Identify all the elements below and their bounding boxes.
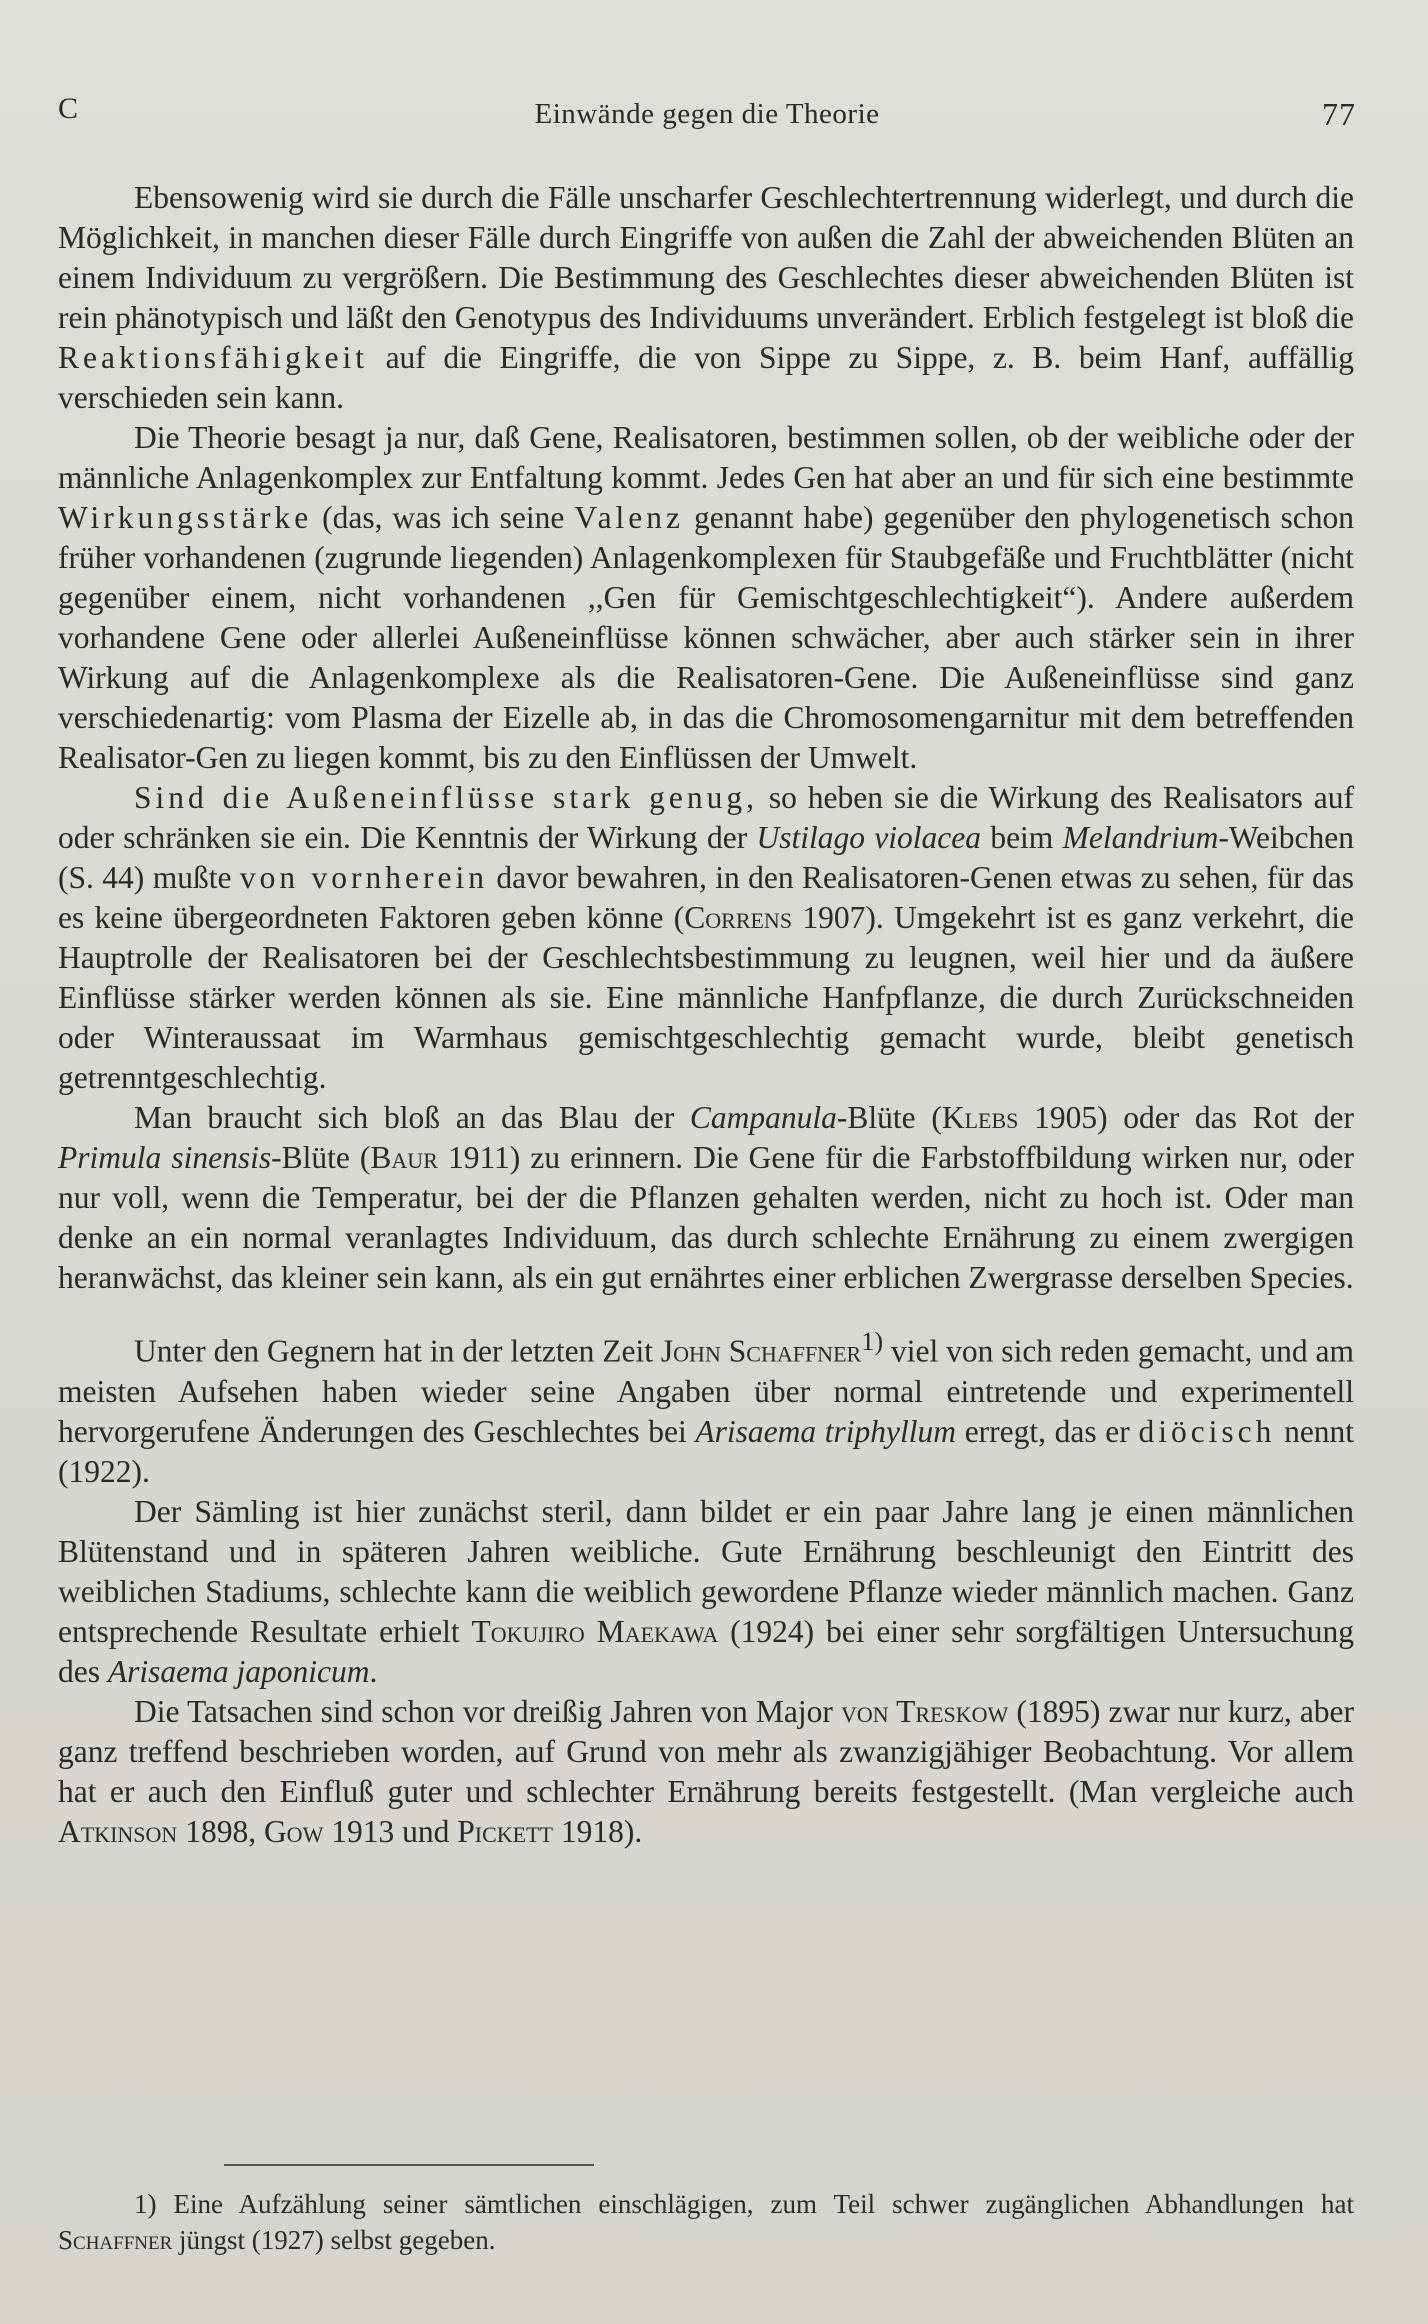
author-citation: Pickett xyxy=(457,1813,553,1849)
paragraph-2: Die Theorie besagt ja nur, daß Gene, Realisatoren, bestimmen sollen, ob der weibliche oder der männliche Anlagenkomplex zur Entfaltung kommt. Jedes Gen hat aber an und für sich eine bestimmte Wirkungsstärke (das, was ich seine Valenz genannt habe) gegenüber den phylogenetisch schon früher vorhandenen (zugrunde liegenden) Anlagenkomplexen für Staubgefäße und Fruchtblätter (nicht gegenüber einem, nicht vorhandenen ,,Gen für Gemischtgeschlechtigkeit“). Andere außerdem vorhandene Gene oder allerlei Außeneinflüsse können schwächer, aber auch stärker sein in ihrer Wirkung auf die Anlagenkomplexe als die Realisatoren-Gene. Die Außeneinflüsse sind ganz verschiedenartig: vom Plasma der Eizelle ab, in das die Chromosomengarnitur mit dem betreffenden Realisator-Gen zu liegen kommt, bis zu den Einflüssen der Umwelt. xyxy=(58,420,1355,775)
footnote xyxy=(58,2186,1354,2258)
running-header xyxy=(58,92,1356,138)
spaced-emphasis: Reaktionsfähigkeit xyxy=(58,340,368,375)
author-citation: Gow xyxy=(263,1813,324,1849)
paragraph-7: Die Tatsachen sind schon vor dreißig Jahren von Major von Treskow (1895) zwar nur kurz, aber ganz treffend beschrieben worden, auf Grund von mehr als zwanzigjähiger Beobachtung. Vor allem hat er auch den Einfluß guter und schlechter Ernährung bereits festgestellt. (Man vergleiche auch Atkinson 1898, Gow 1913 und Pickett 1918). xyxy=(58,1693,1355,1849)
footnote-text: 1) Eine Aufzählung seiner sämtlichen einschlägigen, zum Teil schwer zugänglichen Abhandlungen hat Schaffner jüngst (1927) selbst gegeben. xyxy=(58,2189,1354,2255)
author-citation: Tokujiro Maekawa xyxy=(471,1613,719,1649)
page-number: 77 xyxy=(1322,96,1356,132)
spaced-emphasis: Sind die Außeneinflüsse stark genug, xyxy=(134,780,759,815)
paragraph-4: Man braucht sich bloß an das Blau der Campanula-Blüte (Klebs 1905) oder das Rot der Primula sinensis-Blüte (Baur 1911) zu erinnern. Die Gene für die Farbstoffbildung wirken nur, oder nur voll, wenn die Temperatur, bei der die Pflanzen gehalten werden, nicht zu hoch ist. Oder man denke an ein normal veranlagtes Individuum, das durch schlechte Ernährung zu einem zwergigen heranwächst, das kleiner sein kann, als ein gut ernährtes einer erblichen Zwergrasse derselben Species. xyxy=(58,1100,1355,1295)
header-signature-mark: C xyxy=(58,92,79,125)
footnote-marker: 1) xyxy=(861,1327,884,1356)
author-citation: John Schaffner xyxy=(660,1333,862,1369)
genus-name: Melandrium xyxy=(1062,820,1219,855)
paragraph-5: Unter den Gegnern hat in der letzten Zeit John Schaffner$^{1)}$ viel von sich reden gemacht, und am meisten Aufsehen haben wieder seine Angaben über normal eintretende und experimentell hervorgerufene Änderungen des Geschlechtes bei Arisaema triphyllum erregt, das er diöcisch nennt (1922). xyxy=(58,1327,1355,1489)
paragraph-3: Sind die Außeneinflüsse stark genug, so heben sie die Wirkung des Realisators auf oder schränken sie ein. Die Kenntnis der Wirkung der Ustilago violacea beim Melandrium-Weibchen (S. 44) mußte von vornherein davor bewahren, in den Realisatoren-Genen etwas zu sehen, für das es keine übergeordneten Faktoren geben könne (Correns 1907). Umgekehrt ist es ganz verkehrt, die Hauptrolle der Realisatoren bei der Geschlechtsbestimmung zu leugnen, weil hier und da äußere Einflüsse stärker werden können als sie. Eine männliche Hanfpflanze, die durch Zurückschneiden oder Winteraussaat im Warmhaus gemischtgeschlechtig gemacht wurde, bleibt genetisch getrenntgeschlechtig. xyxy=(58,780,1355,1095)
species-name: Primula sinensis xyxy=(58,1140,272,1175)
author-citation: Schaffner xyxy=(58,2225,173,2255)
species-name: Arisaema japonicum xyxy=(107,1653,370,1689)
body-text xyxy=(58,178,1354,1852)
author-citation: Baur xyxy=(370,1140,438,1175)
spaced-emphasis: Valenz xyxy=(574,500,685,535)
paragraph-1: Ebensowenig wird sie durch die Fälle unscharfer Geschlechtertrennung widerlegt, und durch die Möglichkeit, in manchen dieser Fälle durch Eingriffe von außen die Zahl der abweichenden Blüten an einem Individuum zu vergrößern. Die Bestimmung des Geschlechtes dieser abweichenden Blüten ist rein phänotypisch und läßt den Genotypus des Individuums unverändert. Erblich festgelegt ist bloß die Reaktionsfähigkeit auf die Eingriffe, die von Sippe zu Sippe, z. B. beim Hanf, auffällig verschieden sein kann. xyxy=(58,180,1355,415)
spaced-emphasis: diöcisch xyxy=(1138,1413,1276,1449)
author-citation: von Treskow xyxy=(840,1693,1009,1729)
species-name: Ustilago violacea xyxy=(756,820,982,855)
spaced-emphasis: von vornherein xyxy=(239,860,488,895)
running-title: Einwände gegen die Theorie xyxy=(534,98,880,130)
paragraph-6: Der Sämling ist hier zunächst steril, dann bildet er ein paar Jahre lang je einen männlichen Blütenstand und in späteren Jahren weibliche. Gute Ernährung beschleunigt den Eintritt des weiblichen Stadiums, schlechte kann die weiblich gewordene Pflanze wieder männlich machen. Ganz entsprechende Resultate erhielt Tokujiro Maekawa (1924) bei einer sehr sorgfältigen Untersuchung des Arisaema japonicum. xyxy=(58,1493,1354,1689)
author-citation: Atkinson xyxy=(58,1813,178,1849)
genus-name: Campanula xyxy=(689,1100,837,1135)
author-citation: Klebs xyxy=(941,1100,1019,1135)
author-citation: Correns xyxy=(684,900,793,935)
spaced-emphasis: Wirkungsstärke xyxy=(58,500,313,535)
footnote-divider xyxy=(224,2164,594,2166)
species-name: Arisaema triphyllum xyxy=(695,1413,957,1449)
